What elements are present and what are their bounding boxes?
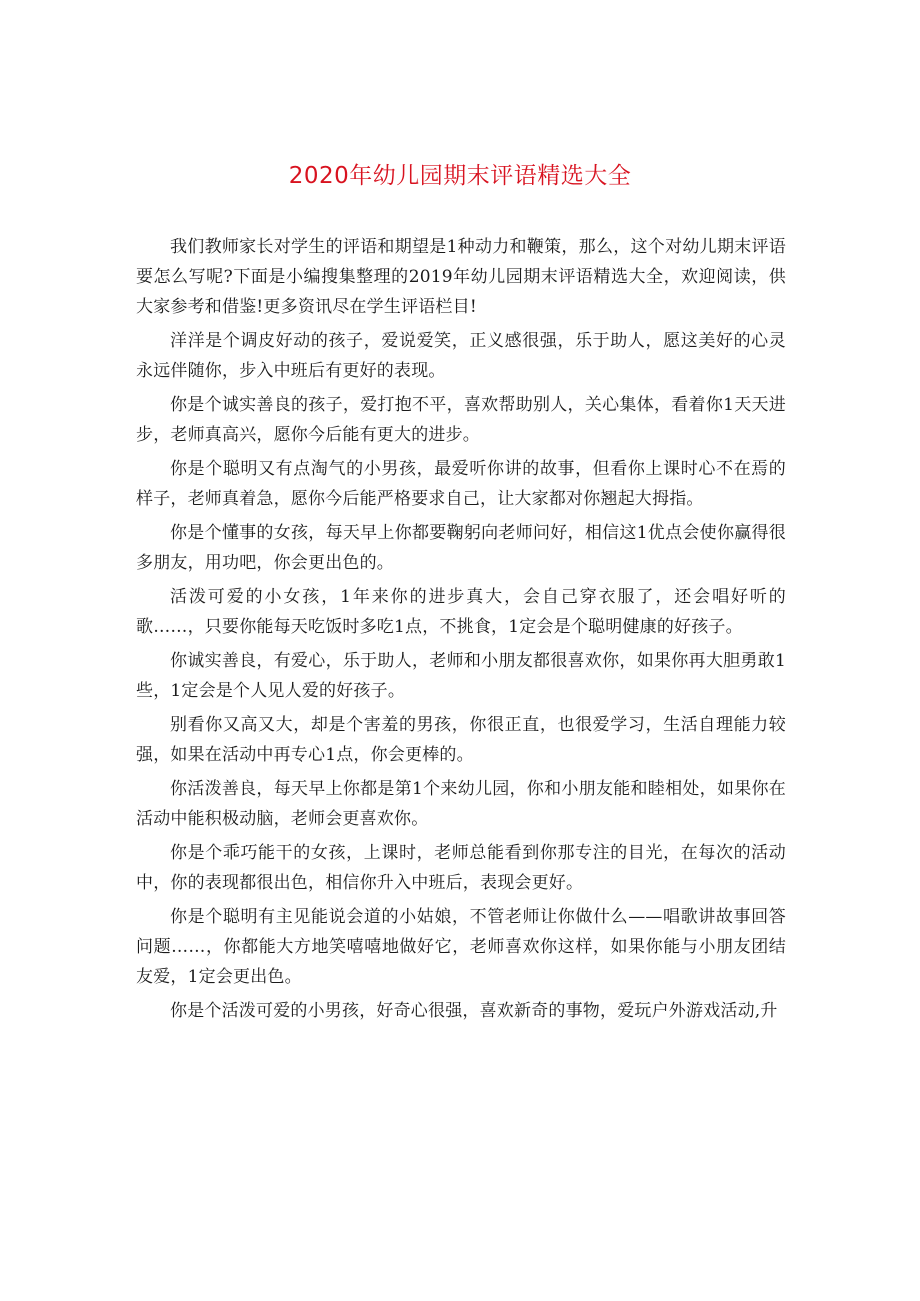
comment-paragraph: 别看你又高又大，却是个害羞的男孩，你很正直，也很爱学习，生活自理能力较强，如果在活动中再专心1点，你会更棒的。 [136, 715, 786, 765]
intro-paragraph: 我们教师家长对学生的评语和期望是1种动力和鞭策，那么，这个对幼儿期末评语要怎么写呢?下面是小编搜集整理的2019年幼儿园期末评语精选大全，欢迎阅读，供大家参考和借鉴!更多资讯尽在学生评语栏目! [136, 237, 786, 317]
comment-paragraph: 你是个活泼可爱的小男孩，好奇心很强，喜欢新奇的事物，爱玩户外游戏活动,升 [170, 1001, 778, 1021]
comment-paragraph: 你是个聪明有主见能说会道的小姑娘，不管老师让你做什么——唱歌讲故事回答问题……，你都能大方地笑嘻嘻地做好它，老师喜欢你这样，如果你能与小朋友团结友爱，1定会更出色。 [136, 907, 786, 987]
document-body [136, 232, 786, 1030]
comment-paragraph: 你是个诚实善良的孩子，爱打抱不平，喜欢帮助别人，关心集体，看着你1天天进步，老师真高兴，愿你今后能有更大的进步。 [136, 395, 786, 445]
document-title: 2020年幼儿园期末评语精选大全 [288, 163, 632, 189]
comment-paragraph: 你是个聪明又有点淘气的小男孩，最爱听你讲的故事，但看你上课时心不在焉的样子，老师真着急，愿你今后能严格要求自己，让大家都对你翘起大拇指。 [136, 459, 786, 509]
comment-paragraph: 你活泼善良，每天早上你都是第1个来幼儿园，你和小朋友能和睦相处，如果你在活动中能积极动脑，老师会更喜欢你。 [136, 779, 786, 829]
comment-paragraph: 你是个懂事的女孩，每天早上你都要鞠躬向老师问好，相信这1优点会使你赢得很多朋友，用功吧，你会更出色的。 [136, 523, 786, 573]
comment-paragraph: 活泼可爱的小女孩，1年来你的进步真大，会自己穿衣服了，还会唱好听的歌……，只要你能每天吃饭时多吃1点，不挑食，1定会是个聪明健康的好孩子。 [136, 587, 786, 637]
comment-paragraph: 洋洋是个调皮好动的孩子，爱说爱笑，正义感很强，乐于助人，愿这美好的心灵永远伴随你，步入中班后有更好的表现。 [136, 331, 786, 381]
comment-paragraph: 你是个乖巧能干的女孩，上课时，老师总能看到你那专注的目光，在每次的活动中，你的表现都很出色，相信你升入中班后，表现会更好。 [136, 843, 786, 893]
comment-paragraph: 你诚实善良，有爱心，乐于助人，老师和小朋友都很喜欢你，如果你再大胆勇敢1些，1定会是个人见人爱的好孩子。 [136, 651, 786, 701]
